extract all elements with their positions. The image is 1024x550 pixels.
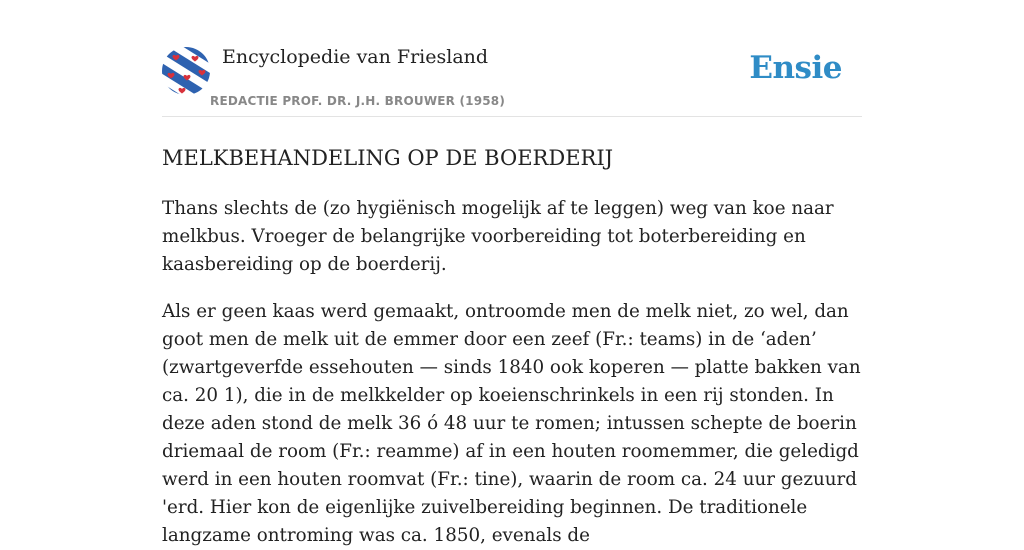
site-title[interactable]: Encyclopedie van Friesland bbox=[222, 46, 489, 68]
article-paragraph-1: Thans slechts de (zo hygiënisch mogelijk af te leggen) weg van koe naar melkbus. Vroeger de belangrijke voorbereiding tot boterbereiding en kaasbereiding op de boerderij. bbox=[162, 198, 834, 275]
frisian-flag-icon[interactable] bbox=[162, 47, 210, 95]
site-header bbox=[162, 0, 862, 117]
article-paragraph-2: Als er geen kaas werd gemaakt, ontroomde men de melk niet, zo wel, dan goot men de melk uit de emmer door een zeef (Fr.: teams) in de ‘aden’ (zwartgeverfde essehouten — sinds 1840 ook koperen — platte bakken van ca. 20 1), die in de melkkelder op koeienschrinkels in een rij stonden. In deze aden stond de melk 36 ó 48 uur te romen; intussen schepte de boerin driemaal de room (Fr.: reamme) af in een houten roomemmer, die geledigd werd in een houten roomvat (Fr.: tine), waarin de room ca. 24 uur gezuurd 'erd. Hier kon de eigenlijke zuivelbereiding beginnen. De traditionele langzame ontroming was ca. 1850, evenals de bbox=[162, 301, 861, 546]
site-subtitle: REDACTIE PROF. DR. J.H. BROUWER (1958) bbox=[210, 94, 506, 108]
ensie-logo[interactable]: Ensie bbox=[749, 50, 842, 86]
article-title: MELKBEHANDELING OP DE BOERDERIJ bbox=[162, 146, 614, 170]
article-page bbox=[162, 0, 862, 546]
